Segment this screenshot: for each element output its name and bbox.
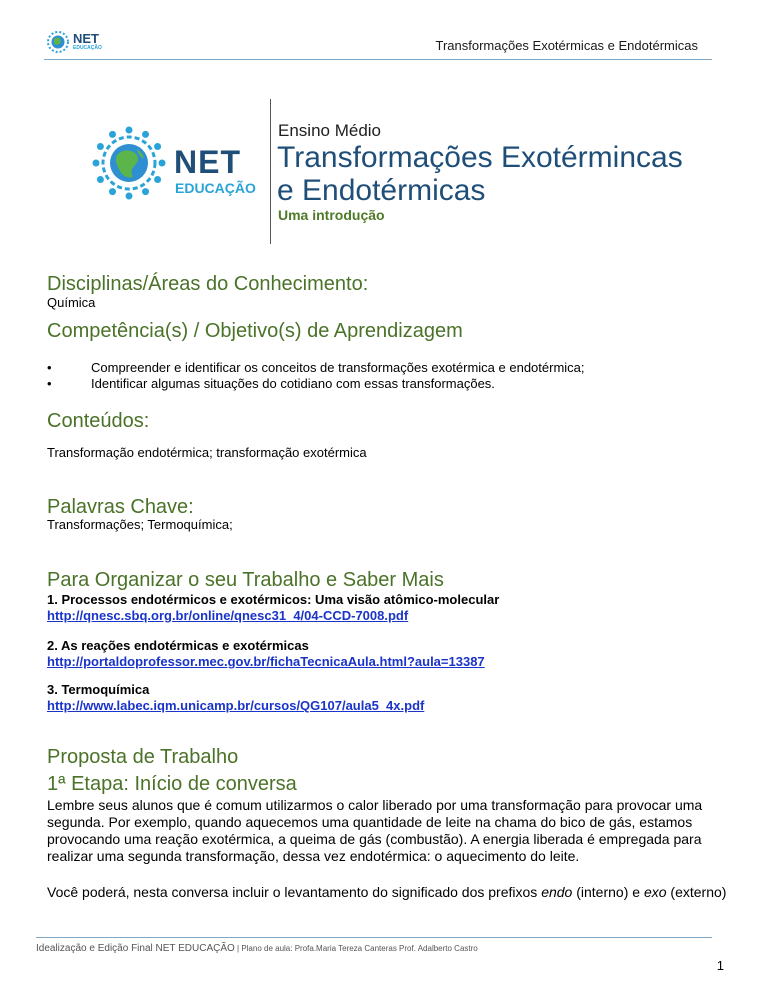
footer-credit-main: Idealização e Edição Final NET EDUCAÇÃO (36, 943, 235, 954)
page-number: 1 (716, 958, 724, 973)
palavras-body: Transformações; Termoquímica; (47, 517, 233, 532)
competencias-list (47, 360, 737, 392)
p2-endo: endo (541, 884, 573, 900)
running-title: Transformações Exotérmicas e Endotérmicas (435, 38, 698, 53)
title-logo-subtext: EDUCAÇÃO (175, 180, 256, 196)
ref-1-link[interactable] (47, 607, 408, 625)
page-title-line1: Transformações Exotérmincas (277, 141, 683, 174)
ref-1-title: 1. Processos endotérmicos e exotérmicos: Uma visão atômico-molecular (47, 592, 500, 607)
etapa-paragraph-1: Lembre seus alunos que é comum utilizarmos o calor liberado por uma transformação para provocar uma segunda. Por exemplo, quando aquecemos uma quantidade de leite na chama do bico de gás, estamos provocando uma reação exotérmica, a queima de gás (combustão). A energia liberada é empregada para realizar uma segunda transformação, dessa vez endotérmica: o aquecimento do leite. (47, 797, 703, 864)
title-divider (270, 99, 271, 244)
page-subtitle: Uma introdução (278, 207, 385, 223)
title-logo (88, 122, 258, 204)
competencias-heading: Competência(s) / Objetivo(s) de Aprendizagem (47, 320, 463, 342)
etapa-heading: 1ª Etapa: Início de conversa (47, 773, 297, 795)
header-divider (44, 59, 712, 60)
p2-part-c: (externo) (666, 884, 727, 900)
ref-2-url[interactable]: http://portaldoprofessor.mec.gov.br/fichaTecnicaAula.html?aula=13387 (47, 654, 485, 669)
disciplinas-heading: Disciplinas/Áreas do Conhecimento: (47, 273, 369, 295)
list-item: • Compreender e identificar os conceitos de transformações exotérmica e endotérmica; (47, 360, 737, 376)
page-title (277, 141, 747, 207)
ref-1-url[interactable]: http://qnesc.sbq.org.br/online/qnesc31_4/04-CCD-7008.pdf (47, 608, 409, 623)
education-level: Ensino Médio (278, 121, 382, 140)
ref-3-link[interactable] (47, 697, 424, 715)
ref-3-title: 3. Termoquímica (47, 682, 150, 697)
list-item: • Identificar algumas situações do cotidiano com essas transformações. (47, 376, 737, 392)
page-title-line2: e Endotérmicas (277, 174, 486, 207)
p2-part-b: (interno) e (572, 884, 644, 900)
disciplinas-body: Química (47, 295, 96, 310)
header-logo (44, 28, 114, 56)
title-logo-text: NET (174, 144, 241, 180)
palavras-heading: Palavras Chave: (47, 496, 194, 518)
conteudos-heading: Conteúdos: (47, 410, 150, 432)
etapa-paragraph-2 (47, 884, 733, 901)
ref-2-title: 2. As reações endotérmicas e exotérmicas (47, 638, 309, 653)
ref-3-url[interactable]: http://www.labec.iqm.unicamp.br/cursos/QG107/aula5_4x.pdf (47, 698, 425, 713)
p2-part-a: Você poderá, nesta conversa incluir o levantamento do significado dos prefixos (47, 884, 542, 900)
organizar-heading: Para Organizar o seu Trabalho e Saber Mais (47, 569, 444, 591)
p2-exo: exo (643, 884, 667, 900)
footer-credit (36, 943, 478, 954)
footer-credit-small: | Plano de aula: Profa.Maria Tereza Canteras Prof. Adalberto Castro (234, 944, 478, 953)
footer-divider (36, 937, 712, 938)
header-logo-subtext: EDUCAÇÃO (73, 45, 102, 51)
ref-2-link[interactable] (47, 653, 485, 671)
globe-people-icon (88, 122, 170, 204)
conteudos-body: Transformação endotérmica; transformação exotérmica (47, 445, 367, 460)
header-logo-text: NET (73, 31, 99, 46)
proposta-heading: Proposta de Trabalho (47, 746, 239, 768)
